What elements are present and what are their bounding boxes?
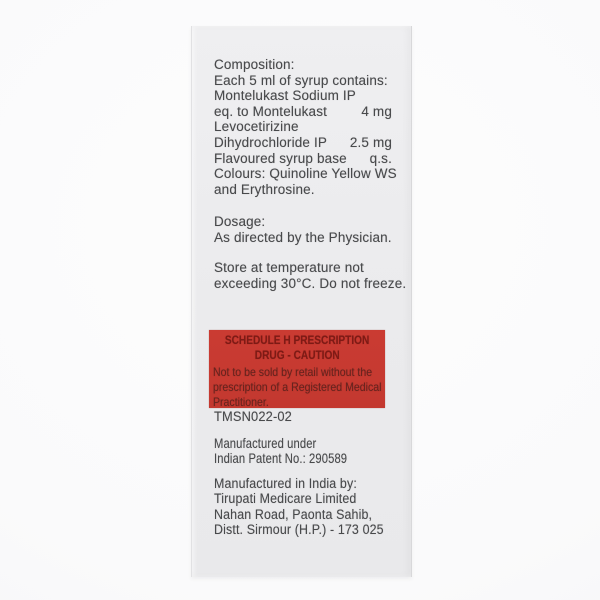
storage-line-1: Store at temperature not	[214, 260, 364, 275]
ingredient-label: eq. to Montelukast	[214, 103, 328, 119]
dosage-text: As directed by the Physician.	[214, 229, 392, 245]
composition-section	[214, 57, 397, 197]
manufacturer-line-4: Distt. Sirmour (H.P.) - 173 025	[214, 522, 384, 538]
warning-body-line-1: Not to be sold by retail without the	[213, 365, 373, 379]
ingredient-label: Dihydrochloride IP	[214, 134, 328, 150]
batch-code: TMSN022-02	[214, 408, 292, 424]
storage-line-2: exceeding 30°C. Do not freeze.	[214, 275, 407, 291]
patent-line-1: Manufactured under	[214, 435, 317, 451]
composition-row	[214, 166, 397, 182]
ingredient-label: Montelukast Sodium IP	[214, 88, 356, 104]
warning-body-line-2: prescription of a Registered Medical	[213, 380, 382, 395]
ingredient-value: 4 mg	[361, 103, 392, 119]
composition-intro: Each 5 ml of syrup contains:	[214, 72, 388, 88]
ingredient-label: Levocetirizine	[214, 119, 299, 135]
schedule-h-warning-box	[209, 330, 385, 408]
manufacturer-line-3: Nahan Road, Paonta Sahib,	[214, 506, 373, 522]
composition-row	[214, 88, 392, 104]
composition-heading: Composition:	[214, 57, 295, 72]
composition-row	[214, 182, 392, 198]
patent-section	[214, 436, 392, 466]
medicine-carton-panel	[191, 26, 412, 577]
composition-row	[214, 119, 392, 135]
warning-body	[209, 365, 385, 411]
composition-row	[214, 104, 392, 120]
manufacturer-line-1: Manufactured in India by:	[214, 476, 357, 491]
ingredient-value: 2.5 mg	[349, 134, 392, 150]
manufacturer-section	[214, 476, 392, 538]
composition-row	[214, 151, 392, 167]
composition-row	[214, 135, 392, 151]
ingredient-label: Flavoured syrup base	[214, 150, 347, 166]
patent-line-2: Indian Patent No.: 290589	[214, 450, 348, 466]
ingredient-label: and Erythrosine.	[214, 181, 315, 197]
warning-title-line-2: DRUG - CAUTION	[254, 350, 340, 362]
warning-body-line-3: Practitioner.	[213, 395, 269, 410]
dosage-section	[214, 214, 392, 245]
warning-title-line-1: SCHEDULE H PRESCRIPTION	[224, 335, 370, 347]
storage-section	[214, 260, 407, 291]
ingredient-value: q.s.	[369, 150, 392, 166]
ingredient-label: Colours: Quinoline Yellow WS	[214, 166, 397, 182]
dosage-heading: Dosage:	[214, 214, 266, 229]
manufacturer-line-2: Tirupati Medicare Limited	[214, 491, 357, 507]
